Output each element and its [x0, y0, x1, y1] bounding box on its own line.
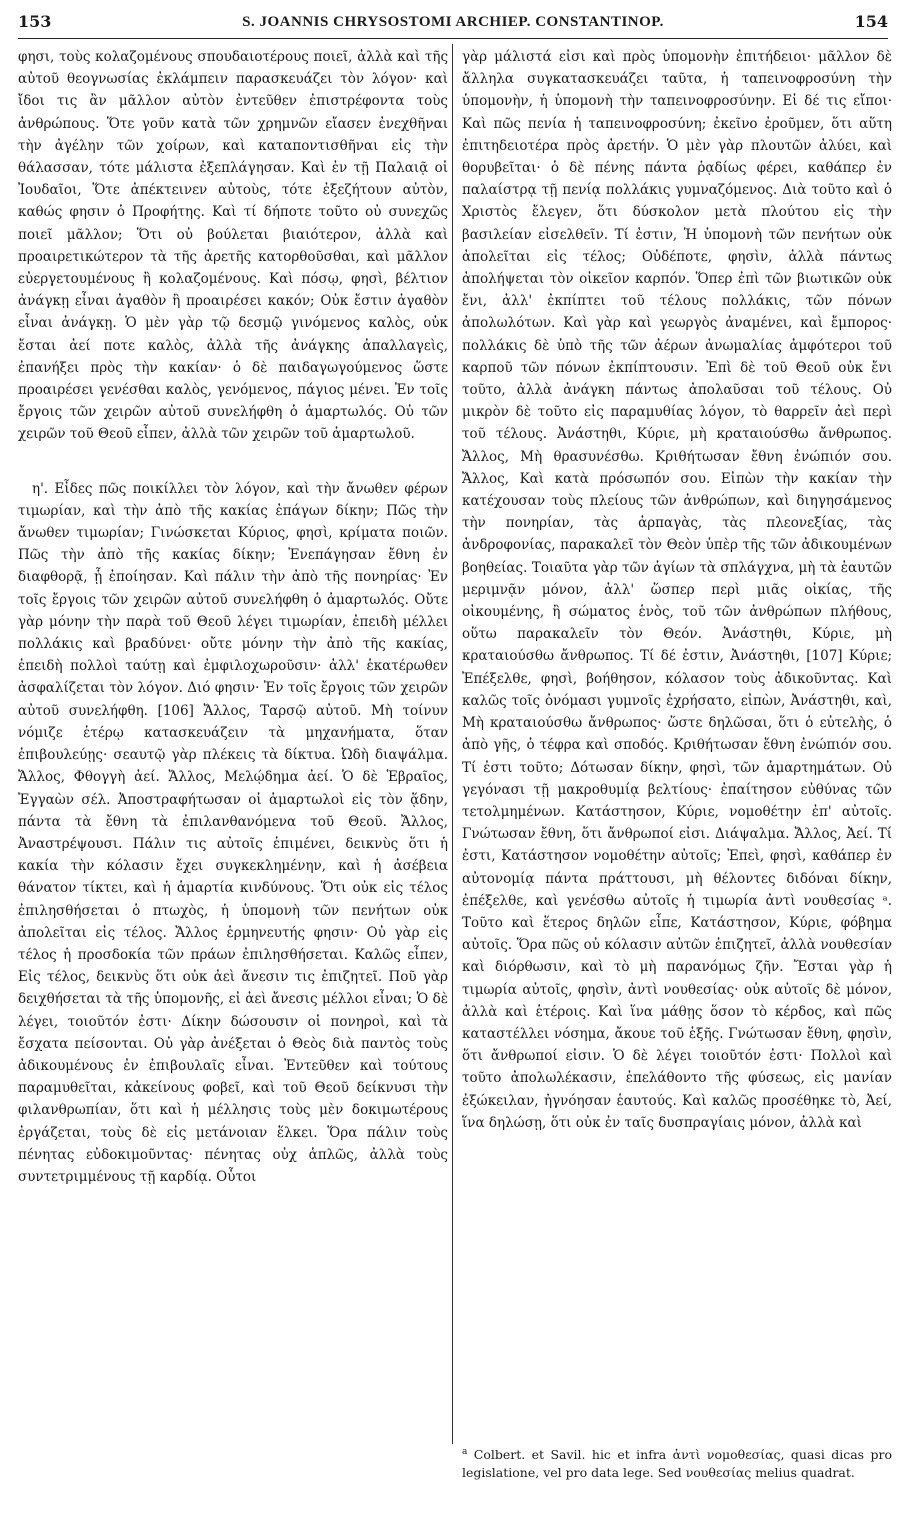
left-column: [18, 46, 448, 1526]
footnote-text: Colbert. et Savil. hic et infra ἀντὶ νομοθεσίας, quasi dicas pro legislatione, vel pro data lege. Sed νουθεσίας melius quadrat.: [462, 1447, 892, 1481]
running-header: [18, 8, 888, 39]
right-column: [462, 46, 892, 1416]
right-paragraph-1: γὰρ μάλιστά εἰσι καὶ πρὸς ὑπομονὴν ἐπιτήδειοι· μᾶλλον δὲ ἄλληλα συγκατασκευάζει ταῦτα, ἡ ταπεινοφροσύνη τὴν ὑπομονὴν, ἡ ὑπομονὴ τὴν ταπεινοφροσύνην. Εἰ δέ τις εἴποι· Καὶ πῶς πενία ἡ ταπεινοφροσύνη; ἐκεῖνο ἐροῦμεν, ὅτι αὕτη ἐπιτηδειοτέρα πρὸς ἀρετήν. Ὁ μὲν γὰρ πλουτῶν ἀλύει, καὶ θορυβεῖται· ὁ δὲ πένης πάντα ῥᾳδίως φέρει, καθάπερ ἐν παλαίστρᾳ τῇ πενίᾳ πολλάκις γυμναζόμενος. Διὰ τοῦτο καὶ ὁ Χριστὸς ἔλεγεν, ὅτι δύσκολον μετὰ πλούτου εἰς τὴν βασιλείαν εἰσελθεῖν. Τί ἐστιν, Ἡ ὑπομονὴ τῶν πενήτων οὐκ ἀπολεῖται εἰς τέλος; Οὐδέποτε, φησὶν, ἀλλὰ πάντως ἀπολήψεται τὸν οἰκεῖον καρπόν. Ὅπερ ἐπὶ τῶν βιωτικῶν οὐκ ἔνι, ἀλλ' ἐκπίπτει τοῦ τέλους πολλάκις, τῶν πόνων ἀπολωλότων. Καὶ γὰρ καὶ γεωργὸς ἀναμένει, καὶ ἔμπορος· πολλάκις δὲ ὑπὸ τῆς τῶν ἀέρων ἀνωμαλίας ἀμφότεροι τοῦ καρποῦ τῶν πόνων ἐκπίπτουσιν. Ἐπὶ δὲ τοῦ Θεοῦ οὐκ ἔνι τοῦτο, ἀλλὰ ἀνάγκη πάντως ἀπολαῦσαι τοῦ τέλους. Οὐ μικρὸν δὲ τοῦτο εἰς παραμυθίας λόγον, τὸ θαρρεῖν ἀεὶ περὶ τοῦ τέλους. Ἀνάστηθι, Κύριε, μὴ κραταιούσθω ἄνθρωπος. Ἄλλος, Μὴ θρασυνέσθω. Κριθήτωσαν ἔθνη ἐνώπιόν σου. Ἄλλος, Καὶ κατὰ πρόσωπόν σου. Εἰπὼν τὴν κακίαν τὴν κατέχουσαν τοὺς πλείους τῶν ἀνθρώπων, καὶ διηγησάμενος τὴν πονηρίαν, τὰς ἁρπαγὰς, τὰς πλεονεξίας, τὰς ἀνδροφονίας, παρακαλεῖ τὸν Θεὸν ὑπὲρ τῆς τῶν ἀδικουμένων βοηθείας. Τοιαῦτα γὰρ τῶν ἁγίων τὰ σπλάγχνα, μὴ τὰ ἑαυτῶν μεριμνᾷν μόνον, ἀλλ' ὥσπερ περὶ μιᾶς οἰκίας, τῆς οἰκουμένης, ἢ σώματος ἑνὸς, τοῦ τῶν ἀνθρώπων πλήθους, οὕτω παρακαλεῖν τὸν Θεόν. Ἀνάστηθι, Κύριε, μὴ κραταιούσθω ἄνθρωπος. Τί δέ ἐστιν, Ἀνάστηθι, [107] Κύριε; Ἐπέξελθε, φησὶ, βοήθησον, κόλασον τοὺς ἀδικοῦντας. Καὶ καλῶς τοῖς ὀνόμασι γυμνοῖς ἐχρήσατο, εἰπὼν, Ἀνάστηθι, καὶ, Μὴ κραταιούσθω ἄνθρωπος· ὥστε δηλῶσαι, ὅτι ὁ εὐτελὴς, ὁ ἀπὸ γῆς, ὁ τέφρα καὶ σποδός. Κριθήτωσαν ἔθνη ἐνώπιόν σου. Τί ἐστι τοῦτο; Δότωσαν δίκην, φησὶ, τῶν ἁμαρτημάτων. Οὐ γεγόνασι τῇ μακροθυμίᾳ βελτίους· ἐπαίτησον εὐθύνας τῶν τετολμημένων. Κατάστησον, Κύριε, νομοθέτην ἐπ' αὐτοῖς. Γνώτωσαν ἔθνη, ὅτι ἄνθρωποί εἰσι. Διάψαλμα. Ἄλλος, Ἀεί. Τί ἐστι, Κατάστησον νομοθέτην αὐτοῖς; Ἐπεὶ, φησὶ, καθάπερ ἐν αὐτονομίᾳ πάντα πράττουσι, μὴ θέλοντες διδόναι δίκην, ἐπέξελθε, καὶ γενέσθω αὐτοῖς ἡ τιμωρία ἀντὶ νουθεσίας ᵃ. Τοῦτο καὶ ἕτερος δηλῶν εἶπε, Κατάστησον, Κύριε, φόβημα αὐτοῖς. Ὅρα πῶς οὐ κόλασιν αὐτῶν ἐπιζητεῖ, ἀλλὰ νουθεσίαν καὶ διόρθωσιν, καὶ τὸ μὴ παρανόμως ζῆν. Ἔσται γὰρ ἡ τιμωρία αὐτοῖς, φησὶν, ἀντὶ νουθεσίας· οὐκ αὐτοῖς δὲ μόνον, ἀλλὰ καὶ ἑτέροις. Καὶ ἵνα μάθῃς ὅσον τὸ κέρδος, καὶ πῶς καταστέλλει νόσημα, ἄκουε τοῦ ἑξῆς. Γνώτωσαν ἔθνη, φησὶν, ὅτι ἄνθρωποί εἰσιν. Ὁ δὲ λέγει τοιοῦτόν ἐστι· Πολλοὶ καὶ τοῦτο ἀπολωλέκασιν, ἐπελάθοντο τῆς φύσεως, εἰς μανίαν ἐξώκειλαν, ἠγνόησαν ἑαυτούς. Καὶ καλῶς προσέθηκε τὸ, Ἀεί, ἵνα δηλώσῃ, ὅτι οὐκ ἐν ταῖς δυσπραγίαις μόνον, ἀλλὰ καὶ: [462, 49, 892, 1131]
footnote: [462, 1443, 892, 1482]
page-number-right: 154: [854, 12, 888, 31]
running-title: S. JOANNIS CHRYSOSTOMI ARCHIEP. CONSTANTINOP.: [242, 14, 664, 30]
page-number-left: 153: [18, 12, 52, 31]
footnote-marker: a: [462, 1447, 468, 1457]
left-paragraph-1: φησι, τοὺς κολαζομένους σπουδαιοτέρους ποιεῖ, ἀλλὰ καὶ τῆς αὐτοῦ θεογνωσίας ἐκλάμπειν παρασκευάζει τὸν λόγον· καὶ ἴδοι τις ἂν μᾶλλον αὐτὸν ἐντεῦθεν ἐπιστρέφοντα τοὺς ἀνθρώπους. Ὅτε γοῦν κατὰ τῶν χρημνῶν εἴασεν ἐνεχθῆναι τὴν ἀγέλην τῶν χοίρων, καὶ καταποντισθῆναι εἰς τὴν θάλασσαν, τότε μάλιστα ἐξεπλάγησαν. Καὶ ἐν τῇ Παλαιᾷ οἱ Ἰουδαῖοι, Ὅτε ἀπέκτεινεν αὐτοὺς, τότε ἐξεζήτουν αὐτὸν, καθώς φησιν ὁ Προφήτης. Καὶ τί δήποτε τοῦτο οὐ συνεχῶς ποιεῖ μᾶλλον; Ὅτι οὐ βούλεται βιαιότερον, ἀλλὰ καὶ προαιρετικώτερον τὰ τῆς ἀρετῆς κατορθοῦσθαι, καὶ μᾶλλον εὐεργετουμένους ἢ κολαζομένους. Καὶ πόσῳ, φησὶ, βέλτιον ἀνάγκῃ εἶναι ἀγαθὸν ἢ προαιρέσει κακόν; Οὐκ ἔστιν ἀγαθὸν εἶναι ἀνάγκῃ. Ὁ μὲν γὰρ τῷ δεσμῷ γινόμενος καλὸς, οὐκ ἔσται ἀεί ποτε καλὸς, ἀλλὰ τῆς ἀνάγκης ἀπαλλαγεὶς, ἐπανήξει πρὸς τὴν κακίαν· ὁ δὲ παιδαγωγούμενος ὥστε προαιρέσει γενέσθαι καλὸς, γενόμενος, πάγιος μένει. Ἐν τοῖς ἔργοις τῶν χειρῶν αὐτοῦ συνελήφθη ὁ ἁμαρτωλός. Οὐ τῶν χειρῶν τοῦ Θεοῦ εἶπεν, ἀλλὰ τῶν χειρῶν τοῦ ἁμαρτωλοῦ.: [18, 49, 448, 443]
column-divider: [452, 44, 453, 1444]
left-paragraph-2: η'. Εἶδες πῶς ποικίλλει τὸν λόγον, καὶ τὴν ἄνωθεν φέρων τιμωρίαν, καὶ τὴν ἀπὸ τῆς κακίας ἐπάγων δίκην; Πῶς τὴν ἄνωθεν τιμωρίαν; Γινώσκεται Κύριος, φησὶ, κρίματα ποιῶν. Πῶς τὴν ἀπὸ τῆς κακίας δίκην; Ἐνεπάγησαν ἔθνη ἐν διαφθορᾷ, ᾗ ἐποίησαν. Καὶ πάλιν τὴν ἀπὸ τῆς πονηρίας· Ἐν τοῖς ἔργοις τῶν χειρῶν αὐτοῦ συνελήφθη ὁ ἁμαρτωλός. Οὔτε γὰρ μόνην τὴν παρὰ τοῦ Θεοῦ λέγει τιμωρίαν, ἐπειδὴ μέλλει πολλάκις καὶ βραδύνει· οὔτε μόνην τὴν ἀπὸ τῆς κακίας, ἐπειδὴ πολλοὶ ταύτῃ καὶ ἐμφιλοχωροῦσιν· ἀλλ' ἑκατέρωθεν ἀσφαλίζεται τὸν λόγον. Διό φησιν· Ἐν τοῖς ἔργοις τῶν χειρῶν αὐτοῦ συνελήφθη. [106] Ἄλλος, Ταρσῷ αὐτοῦ. Μὴ τοίνυν νόμιζε ἑτέρῳ κατασκευάζειν τὰ μηχανήματα, ὅταν ἐπιβουλεύῃς· σεαυτῷ γὰρ πλέκεις τὰ δίκτυα. Ὠδὴ διαψάλμα. Ἄλλος, Φθογγὴ ἀεί. Ἄλλος, Μελῴδημα ἀεί. Ὁ δὲ Ἑβραῖος, Ἐγγαὼν σέλ. Ἀποστραφήτωσαν οἱ ἁμαρτωλοὶ εἰς τὸν ᾅδην, πάντα τὰ ἔθνη τὰ ἐπιλανθανόμενα τοῦ Θεοῦ. Ἄλλος, Ἀναστρέψουσι. Πάλιν τις αὐτοῖς ἐπιμένει, δεικνὺς ὅτι ἡ κακία τὴν κόλασιν ἔχει συγκεκλημένην, καὶ ἡ ἀσέβεια θάνατον τίκτει, καὶ ἡ ἁμαρτία κινδύνους. Ὅτι οὐκ εἰς τέλος ἐπιλησθήσεται ὁ πτωχὸς, ἡ ὑπομονὴ τῶν πενήτων οὐκ ἀπολεῖται εἰς τέλος. Ἄλλος ἑρμηνευτής φησιν· Οὐ γὰρ εἰς τέλος ἡ προσδοκία τῶν πράων ἐπιλησθήσεται. Καλῶς εἶπεν, Εἰς τέλος, δεικνὺς ὅτι οὐκ ἀεὶ ἄνεσιν τις ἐπιζητεῖ. Ποῦ γὰρ δειχθήσεται τὰ τῆς ὑπομονῆς, εἰ ἀεὶ ἄνεσις μέλλοι εἶναι; Ὁ δὲ λέγει, τοιοῦτόν ἐστι· Δίκην δώσουσιν οἱ πονηροὶ, καὶ τὰ ἔσχατα πείσονται. Οὐ γὰρ ἀνέξεται ὁ Θεὸς διὰ παντὸς τοὺς ἀδικουμένους ἐν ἐπιβουλαῖς εἶναι. Ἐντεῦθεν καὶ τούτους παραμυθεῖται, κἀκείνους φοβεῖ, καὶ τοῦ Θεοῦ δείκνυσι τὴν φιλανθρωπίαν, ὅτι καὶ ἡ μέλλησις τοὺς μὲν δοκιμωτέρους ἐργάζεται, τοὺς δὲ εἰς μετάνοιαν ἕλκει. Ὅρα πάλιν τοὺς πένητας εὐδοκιμοῦντας· πένητας οὐχ ἁπλῶς, ἀλλὰ τοὺς συντετριμμένους τῇ καρδίᾳ. Οὗτοι: [18, 480, 448, 1185]
